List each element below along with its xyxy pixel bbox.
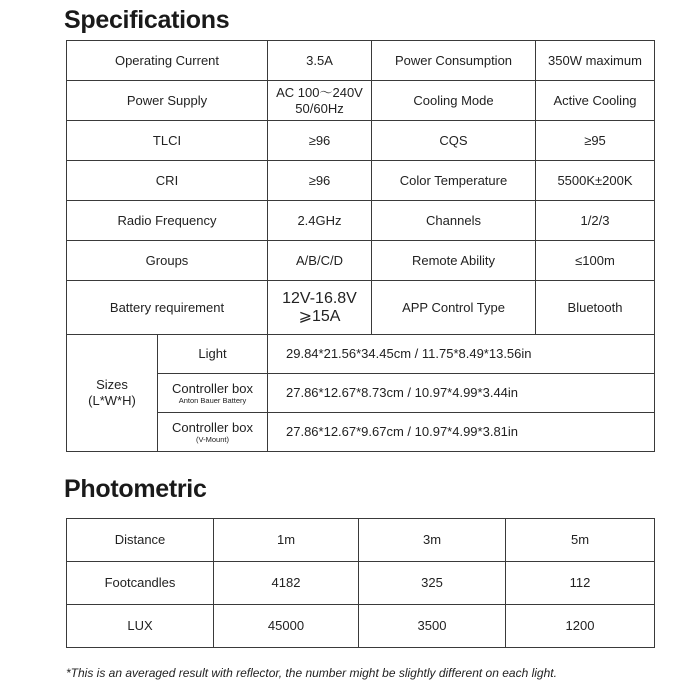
- photometric-row-label: Footcandles: [67, 562, 214, 605]
- spec-label-cell: Radio Frequency: [67, 201, 268, 241]
- sizes-label: Sizes: [96, 377, 128, 392]
- spec-row-tlci: [67, 121, 655, 161]
- battery-voltage: 12V-16.8V: [282, 289, 357, 307]
- photometric-cell: 4182: [214, 562, 359, 605]
- controller-box-label: Controller box: [172, 381, 253, 396]
- photometric-cell: 1200: [506, 605, 655, 648]
- spec-label-cell: Remote Ability: [372, 241, 536, 281]
- size-item-cell: [158, 413, 268, 452]
- spec-value-cell: ≥96: [268, 121, 372, 161]
- spec-label-cell: Power Consumption: [372, 41, 536, 81]
- spec-label-cell: CQS: [372, 121, 536, 161]
- spec-label-cell: Power Supply: [67, 81, 268, 121]
- size-item-cell: [158, 374, 268, 413]
- controller-box-label: Controller box: [172, 420, 253, 435]
- spec-value-cell: ≥95: [536, 121, 655, 161]
- spec-label-cell: Battery requirement: [67, 281, 268, 335]
- spec-label-cell: TLCI: [67, 121, 268, 161]
- spec-label-cell: Color Temperature: [372, 161, 536, 201]
- photometric-row-lux: [67, 605, 655, 648]
- controller-box-sublabel: Anton Bauer Battery: [178, 396, 247, 405]
- photometric-cell: 3500: [359, 605, 506, 648]
- spec-value-cell: Bluetooth: [536, 281, 655, 335]
- spec-value-cell: A/B/C/D: [268, 241, 372, 281]
- battery-current: ⩾15A: [298, 307, 341, 325]
- photometric-cell: 325: [359, 562, 506, 605]
- spec-row-cri: [67, 161, 655, 201]
- spec-value-cell: Active Cooling: [536, 81, 655, 121]
- spec-row-battery: [67, 281, 655, 335]
- photometric-header-row: [67, 519, 655, 562]
- photometric-cell: 112: [506, 562, 655, 605]
- power-supply-voltage: AC 100～240V: [276, 84, 363, 100]
- spec-row-operating-current: [67, 41, 655, 81]
- spec-value-cell: 3.5A: [268, 41, 372, 81]
- photometric-table: [66, 518, 655, 648]
- spec-value-cell: 350W maximum: [536, 41, 655, 81]
- photometric-title: Photometric: [64, 475, 207, 503]
- spec-label-cell: Operating Current: [67, 41, 268, 81]
- footnote: *This is an averaged result with reflector, the number might be slightly different on each light.: [66, 666, 557, 680]
- spec-label-cell: Channels: [372, 201, 536, 241]
- spec-row-power-supply: [67, 81, 655, 121]
- size-value-cell: 29.84*21.56*34.45cm / 11.75*8.49*13.56in: [268, 335, 655, 374]
- size-value-cell: 27.86*12.67*8.73cm / 10.97*4.99*3.44in: [268, 374, 655, 413]
- spec-value-cell: ≤100m: [536, 241, 655, 281]
- power-supply-frequency: 50/60Hz: [295, 100, 344, 116]
- photometric-row-label: LUX: [67, 605, 214, 648]
- photometric-row-footcandles: [67, 562, 655, 605]
- controller-box-sublabel: (V-Mount): [196, 435, 229, 444]
- sizes-dimension-order: (L*W*H): [88, 393, 136, 408]
- photometric-header-cell: 1m: [214, 519, 359, 562]
- spec-label-cell: CRI: [67, 161, 268, 201]
- spec-value-cell: 1/2/3: [536, 201, 655, 241]
- spec-row-groups: [67, 241, 655, 281]
- photometric-header-cell: Distance: [67, 519, 214, 562]
- spec-value-cell: 5500K±200K: [536, 161, 655, 201]
- spec-value-cell: 2.4GHz: [268, 201, 372, 241]
- spec-value-cell: [268, 81, 372, 121]
- spec-value-cell: ≥96: [268, 161, 372, 201]
- spec-row-size-light: [67, 335, 655, 374]
- specifications-title: Specifications: [64, 6, 230, 34]
- photometric-cell: 45000: [214, 605, 359, 648]
- size-value-cell: 27.86*12.67*9.67cm / 10.97*4.99*3.81in: [268, 413, 655, 452]
- specifications-table: [66, 40, 655, 452]
- spec-row-radio-frequency: [67, 201, 655, 241]
- spec-label-cell: Cooling Mode: [372, 81, 536, 121]
- sizes-label-cell: [67, 335, 158, 452]
- photometric-header-cell: 5m: [506, 519, 655, 562]
- spec-label-cell: APP Control Type: [372, 281, 536, 335]
- size-item-cell: Light: [158, 335, 268, 374]
- spec-label-cell: Groups: [67, 241, 268, 281]
- spec-value-cell: [268, 281, 372, 335]
- photometric-header-cell: 3m: [359, 519, 506, 562]
